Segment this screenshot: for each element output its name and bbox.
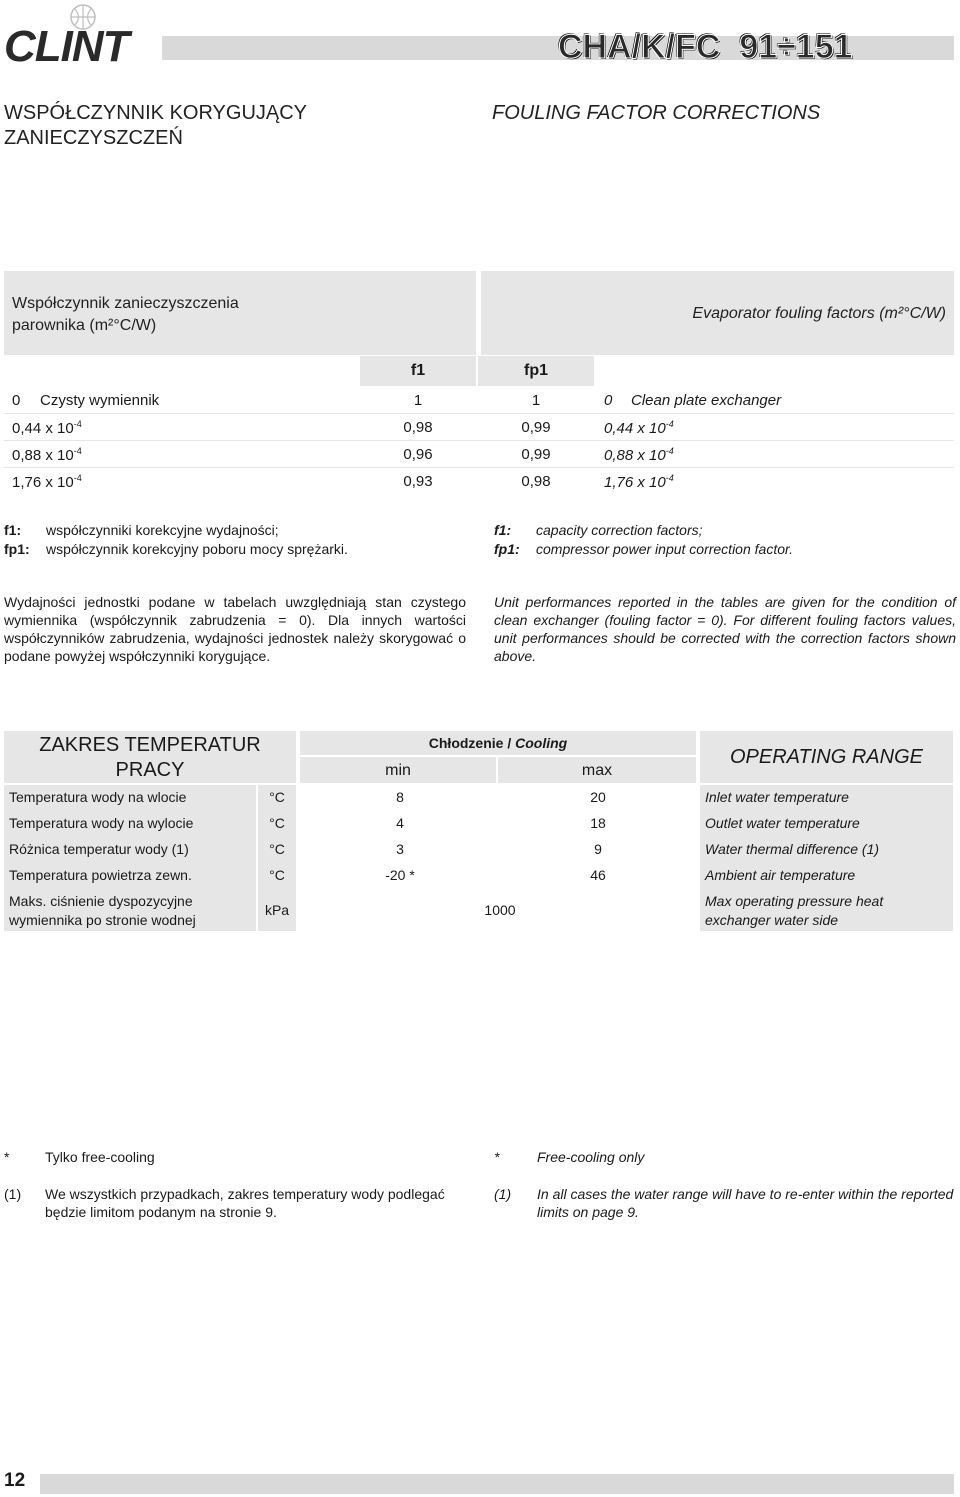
col-header-max: max [498, 757, 696, 783]
range-row: Różnica temperatur wody (1) °C 3 9 Water thermal difference (1) [9, 841, 880, 857]
footnote-star-pl: * Tylko free-cooling [4, 1149, 155, 1165]
fouling-row: 0 Czysty wymiennik 1 1 0 Clean plate exchanger [4, 387, 954, 414]
cooling-header: Chłodzenie / Cooling [300, 731, 696, 755]
range-row: Temperatura powietrza zewn. °C -20 * 46 Ambient air temperature [9, 867, 856, 883]
legend-pl: f1: współczynniki korekcyjne wydajności; fp1: współczynnik korekcyjny poboru mocy sprężarki. [4, 522, 348, 557]
fouling-row: 1,76 x $10^{-4}$ 0,93 0,98 1,76 x $10^{-4}$ [12, 473, 674, 491]
footer-bar [40, 1474, 954, 1494]
footnote-star-en: * Free-cooling only [494, 1149, 645, 1165]
fouling-row: 0,44 x $10^{-4}$ 0,98 0,99 0,44 x $10^{-4}$ [4, 414, 954, 441]
note-en: Unit performances reported in the tables are given for the condition of clean exchanger (fouling factor = 0). For different fouling factors values, unit performances should be corrected with the correction factors shown above. [494, 594, 956, 664]
range-title-pl: ZAKRES TEMPERATUR PRACY [4, 731, 296, 783]
note-pl: Wydajności jednostki podane w tabelach uwzględniają stan czystego wymiennika (współczynnik zabrudzenia = 0). Dla innych wartości współczynników zabrudzenia, wydajności jednostek należy skorygować o podane powyżej współczynniki korygujące. [4, 594, 466, 664]
footnote-1-pl: (1) We wszystkich przypadkach, zakres temperatury wody podlegać będzie limitom podanym na stronie 9. [4, 1186, 445, 1220]
footnote-1-en: (1) In all cases the water range will have to re-enter within the reported limits on page 9. [494, 1186, 954, 1220]
brand-name: CLINT [4, 22, 129, 71]
range-row: Temperatura wody na wylocie °C 4 18 Outlet water temperature [9, 815, 860, 831]
model-title: CHA/K/FC 91÷151 [558, 28, 853, 66]
col-header-f1: f1 [360, 356, 476, 386]
range-row-pressure: Maks. ciśnienie dyspozycyjne wymiennika po stronie wodnej kPa 1000 Max operating pressure heat exchanger water side [9, 893, 884, 928]
col-header-fp1: fp1 [478, 356, 594, 386]
fouling-header-en: Evaporator fouling factors (m²°C/W) [481, 271, 954, 355]
section-title-en: FOULING FACTOR CORRECTIONS [492, 102, 821, 124]
legend-en: f1: capacity correction factors; fp1: compressor power input correction factor. [494, 522, 794, 557]
col-header-min: min [300, 757, 496, 783]
page-number: 12 [4, 1470, 26, 1491]
fouling-row: 0,88 x $10^{-4}$ 0,96 0,99 0,88 x $10^{-4}$ [4, 441, 954, 468]
section-title-pl: WSPÓŁCZYNNIK KORYGUJĄCY ZANIECZYSZCZEŃ [4, 102, 308, 149]
range-row: Temperatura wody na wlocie °C 8 20 Inlet water temperature [9, 789, 849, 805]
fouling-header-pl: Współczynnik zanieczyszczenia parownika (m²°C/W) [4, 271, 476, 355]
brand-logo [4, 22, 164, 74]
range-title-en: OPERATING RANGE [700, 731, 953, 783]
